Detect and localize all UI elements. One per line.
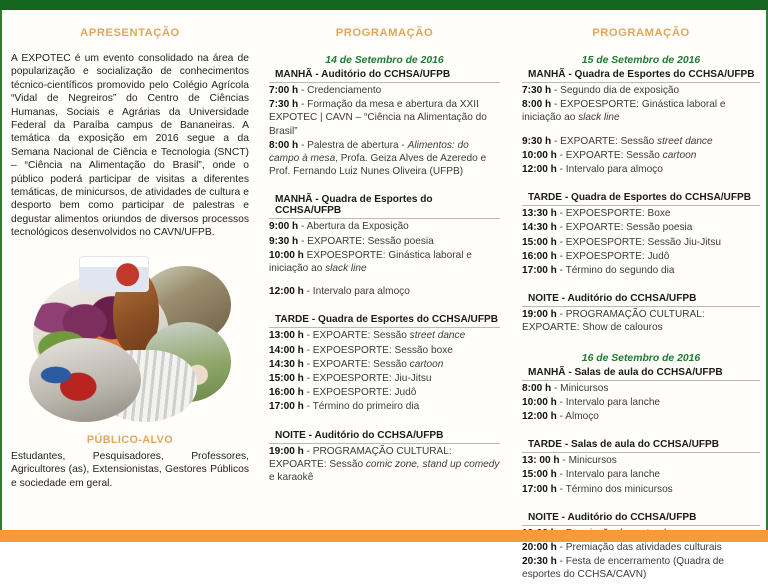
column-apresentacao	[2, 10, 258, 530]
schedule-spacer	[269, 275, 500, 284]
publico-alvo-title: PÚBLICO-ALVO	[86, 433, 174, 446]
schedule-section-heading: TARDE - Quadra de Esportes do CCHSA/UFPB	[522, 192, 760, 206]
schedule-item-text: Minicursos	[568, 455, 617, 467]
schedule-item-time: 17:00 h	[269, 401, 304, 413]
schedule-item: 9:30 h - EXPOARTE: Sessão street dance	[522, 135, 713, 147]
schedule-item: 20:00 h - Premiação das atividades culturais	[522, 542, 722, 554]
schedule-item-text: Intervalo para almoço	[312, 286, 410, 298]
schedule-item-text: Premiação das atividades culturais	[565, 542, 722, 554]
schedule-item-emphasis: slack line	[578, 112, 620, 124]
schedule-item-text: Término do primeiro dia	[312, 401, 420, 413]
collage-photo-sign	[79, 256, 149, 292]
schedule-item: 13:00 h - EXPOARTE: Sessão street dance	[269, 330, 466, 342]
schedule-item-time: 20:00 h	[522, 542, 557, 554]
schedule-item-text: EXPOARTE: Sessão poesia	[307, 235, 434, 247]
programacao-title-1: PROGRAMAÇÃO	[335, 27, 434, 39]
schedule-sections-day2	[522, 69, 760, 340]
top-green-bar	[0, 0, 768, 10]
schedule-item-text: Festa de encerramento (Quadra de esportes do CCHSA/CAVN)	[522, 556, 725, 581]
schedule-item-emphasis: slack line	[325, 263, 367, 275]
schedule-section-gap	[522, 496, 760, 501]
schedule-item-text: EXPOARTE: Sessão	[312, 358, 410, 370]
schedule-item-time: 10:00 h	[269, 249, 304, 261]
schedule-item-text: PROGRAMAÇÃO CULTURAL: EXPOARTE: Sessão	[269, 445, 452, 470]
schedule-section-heading: NOITE - Auditório do CCHSA/UFPB	[522, 512, 760, 526]
photo-collage	[27, 254, 233, 422]
schedule-item-emphasis: comic zone, stand up comedy	[365, 458, 500, 470]
schedule-item-text: Término do segundo dia	[565, 265, 675, 277]
schedule-item-time: 12:00 h	[522, 411, 557, 423]
schedule-item-text: EXPOESPORTE: Judô	[312, 387, 417, 399]
schedule-item-time: 7:00 h	[269, 85, 299, 96]
schedule-section-heading: NOITE - Auditório do CCHSA/UFPB	[522, 293, 760, 307]
schedule-item: 20:30 h - Festa de encerramento (Quadra de esportes do CCHSA/CAVN)	[522, 556, 725, 581]
schedule-item-time: 15:00 h	[522, 236, 557, 248]
schedule-item: 15:00 h - Intervalo para lanche	[522, 469, 661, 481]
schedule-item-text: Intervalo para lanche	[565, 396, 661, 408]
schedule-item-time: 15:00 h	[522, 469, 557, 481]
schedule-item: 14:30 h - EXPOARTE: Sessão cartoon	[269, 358, 444, 370]
schedule-item: 16:00 h - EXPOESPORTE: Judô	[269, 387, 417, 399]
date-14-setembro: 14 de Setembro de 2016	[325, 55, 444, 66]
schedule-item-text: PROGRAMAÇÃO CULTURAL: EXPOARTE: Show de calouros	[522, 309, 705, 334]
schedule-item-text: EXPOESPORTE: Judô	[565, 250, 670, 262]
schedule-item-text: EXPOARTE: Sessão poesia	[565, 222, 693, 234]
schedule-section-gap	[269, 298, 500, 303]
schedule-item: 10:00 h - Intervalo para lanche	[522, 396, 661, 408]
schedule-item	[269, 249, 500, 275]
schedule-item-time: 13:30 h	[522, 208, 557, 220]
schedule-item-time: 13:00 h	[269, 330, 304, 342]
schedule-item-time: 12:00 h	[522, 164, 557, 176]
programacao-title-2: PROGRAMAÇÃO	[592, 27, 690, 39]
schedule-item: 19:00 h - PROGRAMAÇÃO CULTURAL: EXPOARTE: Show de calouros	[522, 309, 705, 334]
schedule-section-heading: MANHÃ - Quadra de Esportes do CCHSA/UFPB	[522, 69, 760, 83]
schedule-item-time: 12:00 h	[269, 286, 304, 298]
schedule-item-text: Segundo dia de exposição	[560, 85, 680, 96]
collage-photo-worker	[29, 338, 141, 422]
schedule-item: 8:00 h - Palestra de abertura - Alimentos: do campo à mesa, Profa. Geiza Alves de Azeredo e Prof. Fernando Luiz Nunes Oliveira (UFPB)	[269, 139, 487, 178]
schedule-item: 12:00 h - Intervalo para almoço	[522, 164, 663, 176]
schedule-item-time: 9:00 h	[269, 221, 299, 233]
three-column-layout	[2, 10, 766, 581]
schedule-item: 17:00 h - Término do primeiro dia	[269, 401, 420, 413]
schedule-sections-day1	[269, 69, 500, 489]
schedule-item: 15:00 h - EXPOESPORTE: Sessão Jiu-Jitsu	[522, 236, 721, 248]
schedule-item-text: EXPOESPORTE: Ginástica laboral e iniciação ao	[269, 249, 472, 275]
schedule-item: 17:00 h - Término dos minicursos	[522, 483, 673, 495]
column-programacao-dia1	[258, 10, 508, 530]
column-programacao-dia2-3	[508, 10, 766, 581]
schedule-item-time: 16:00 h	[522, 250, 557, 262]
schedule-item-emphasis: street dance	[409, 330, 466, 342]
schedule-item-text-cont: e karaokê	[269, 472, 314, 484]
schedule-item: 12:00 h - Intervalo para almoço	[269, 286, 410, 298]
schedule-section-gap	[522, 423, 760, 428]
schedule-item-text: EXPOESPORTE: Ginástica laboral e iniciação ao	[522, 99, 726, 124]
schedule-item-text: Minicursos	[560, 382, 609, 394]
schedule-item-time: 20:30 h	[522, 556, 557, 568]
schedule-item-time: 14:00 h	[269, 344, 304, 356]
schedule-item-text: EXPOESPORTE: Sessão Jiu-Jitsu	[565, 236, 721, 248]
schedule-section-gap	[522, 335, 760, 340]
schedule-item-emphasis: Alimentos: do campo à mesa	[269, 139, 469, 165]
schedule-item: 8:00 h - Minicursos	[522, 382, 609, 394]
schedule-section-gap	[269, 414, 500, 419]
schedule-item-text: EXPOARTE: Sessão	[565, 149, 663, 161]
schedule-section-heading: TARDE - Salas de aula do CCHSA/UFPB	[522, 439, 760, 453]
schedule-item: 9:30 h - EXPOARTE: Sessão poesia	[269, 235, 434, 247]
schedule-section-gap	[269, 178, 500, 183]
schedule-item-time: 7:30 h	[522, 85, 552, 96]
schedule-item-time: 17:00 h	[522, 265, 557, 277]
schedule-item-time: 15:00 h	[269, 373, 304, 385]
apresentacao-title: APRESENTAÇÃO	[80, 27, 180, 39]
schedule-section-heading: MANHÃ - Quadra de Esportes do CCHSA/UFPB	[269, 194, 500, 219]
schedule-section-heading: TARDE - Quadra de Esportes do CCHSA/UFPB	[269, 314, 500, 328]
schedule-item: 15:00 h - EXPOESPORTE: Jiu-Jitsu	[269, 373, 432, 385]
schedule-item-time: 17:00 h	[522, 483, 557, 495]
schedule-item: 14:30 h - EXPOARTE: Sessão poesia	[522, 222, 693, 234]
apresentacao-body: A EXPOTEC é um evento consolidado na área de popularização e socialização de conhecimentos técnico-científicos promovido pelo Colégio Agrícola “Vidal de Negreiros” do Centro de Ciências Humanas, Sociais e Agrárias da Universidade Federal da Paraíba campus de Bananeiras. A temática da exposição em 2016 segue a da Semana Nacional de Ciência e Tecnologia (SNCT) – “Ciência na Alimentação do Brasil”, onde o público poderá participar de visitas a diferentes temáticas, de minicursos, de atividades de cultura e desporto bem como participar de palestras e degustar alimentos oriundos de diversos processos tecnológicos desenvolvidos no CAVN/UFPB.	[11, 53, 249, 239]
schedule-item-time: 16:00 h	[269, 387, 304, 399]
schedule-item: 13: 00 h - Minicursos	[522, 455, 617, 467]
schedule-section-gap	[269, 484, 500, 489]
schedule-item-text: Abertura da Exposição	[306, 221, 409, 233]
schedule-item: 12:00 h - Almoço	[522, 411, 599, 423]
schedule-item: 7:30 h - Segundo dia de exposição	[522, 85, 680, 96]
schedule-item-text-cont: , Profa. Geiza Alves de Azeredo e Prof. Fernando Luiz Nunes Oliveira (UFPB)	[269, 153, 487, 178]
schedule-item-time: 8:00 h	[522, 99, 552, 111]
schedule-item-time: 13: 00 h	[522, 455, 560, 467]
schedule-item-time: 10:00 h	[522, 396, 557, 408]
schedule-item-emphasis: cartoon	[662, 149, 697, 161]
schedule-item: 14:00 h - EXPOESPORTE: Sessão boxe	[269, 344, 453, 356]
schedule-item-time: 8:00 h	[269, 139, 299, 151]
schedule-item-emphasis: street dance	[657, 135, 713, 147]
schedule-item: 19:00 h - PROGRAMAÇÃO CULTURAL: EXPOARTE: Sessão comic zone, stand up comedy e karaokê	[269, 445, 500, 484]
schedule-item-time: 19:00 h	[522, 309, 557, 321]
schedule-item: 17:00 h - Término do segundo dia	[522, 265, 675, 277]
schedule-item-time: 14:30 h	[522, 222, 557, 234]
schedule-item: 16:00 h - EXPOESPORTE: Judô	[522, 250, 670, 262]
schedule-spacer	[522, 125, 760, 134]
schedule-item-text: EXPOESPORTE: Sessão boxe	[312, 344, 453, 356]
schedule-item-text: EXPOARTE: Sessão	[312, 330, 410, 342]
schedule-item-text: EXPOESPORTE: Jiu-Jitsu	[312, 373, 432, 385]
schedule-section-heading: MANHÃ - Salas de aula do CCHSA/UFPB	[522, 367, 760, 381]
schedule-item-time: 9:30 h	[522, 135, 552, 147]
schedule-item-text: EXPOESPORTE: Boxe	[565, 208, 671, 220]
schedule-item: 13:30 h - EXPOESPORTE: Boxe	[522, 208, 671, 220]
schedule-item-time: 10:00 h	[522, 149, 557, 161]
schedule-item-text: Término dos minicursos	[565, 483, 673, 495]
schedule-sections-day3	[522, 367, 760, 587]
schedule-item-text: Intervalo para almoço	[565, 164, 663, 176]
date-15-setembro: 15 de Setembro de 2016	[581, 55, 701, 66]
schedule-section-heading: NOITE - Auditório do CCHSA/UFPB	[269, 430, 500, 444]
schedule-item-time: 8:00 h	[522, 382, 552, 394]
schedule-item: 7:00 h - Credenciamento	[269, 85, 382, 96]
schedule-item-time: 9:30 h	[269, 235, 299, 247]
bottom-orange-bar	[0, 530, 768, 542]
schedule-section-heading: MANHÃ - Auditório do CCHSA/UFPB	[269, 69, 500, 83]
date-16-setembro: 16 de Setembro de 2016	[581, 352, 701, 364]
schedule-item-emphasis: cartoon	[409, 358, 444, 370]
schedule-item-time: 7:30 h	[269, 99, 299, 111]
schedule-item-text: Almoço	[565, 411, 599, 423]
schedule-item: 7:30 h - Formação da mesa e abertura da XXII EXPOTEC | CAVN – “Ciência na Alimentação do Brasil”	[269, 99, 487, 137]
schedule-item: 9:00 h - Abertura da Exposição	[269, 221, 409, 233]
schedule-item-time: 14:30 h	[269, 358, 304, 370]
schedule-item-text: Palestra de abertura -	[307, 139, 408, 151]
schedule-item-text: EXPOARTE: Sessão	[560, 135, 658, 147]
schedule-item: 8:00 h - EXPOESPORTE: Ginástica laboral e iniciação ao slack line	[522, 99, 726, 124]
schedule-item: 10:00 h - EXPOARTE: Sessão cartoon	[522, 149, 697, 161]
schedule-item-time: 19:00 h	[269, 445, 304, 457]
schedule-section-gap	[522, 277, 760, 282]
schedule-item-text: Credenciamento	[307, 85, 382, 96]
schedule-item-text: Formação da mesa e abertura da XXII EXPOTEC | CAVN – “Ciência na Alimentação do Brasil”	[269, 99, 487, 137]
publico-alvo-body: Estudantes, Pesquisadores, Professores, Agricultores (as), Extensionistas, Gestores Públicos e sociedade em geral.	[11, 450, 249, 489]
schedule-item-text: Intervalo para lanche	[565, 469, 661, 481]
schedule-section-gap	[522, 582, 760, 587]
schedule-section-gap	[522, 176, 760, 181]
